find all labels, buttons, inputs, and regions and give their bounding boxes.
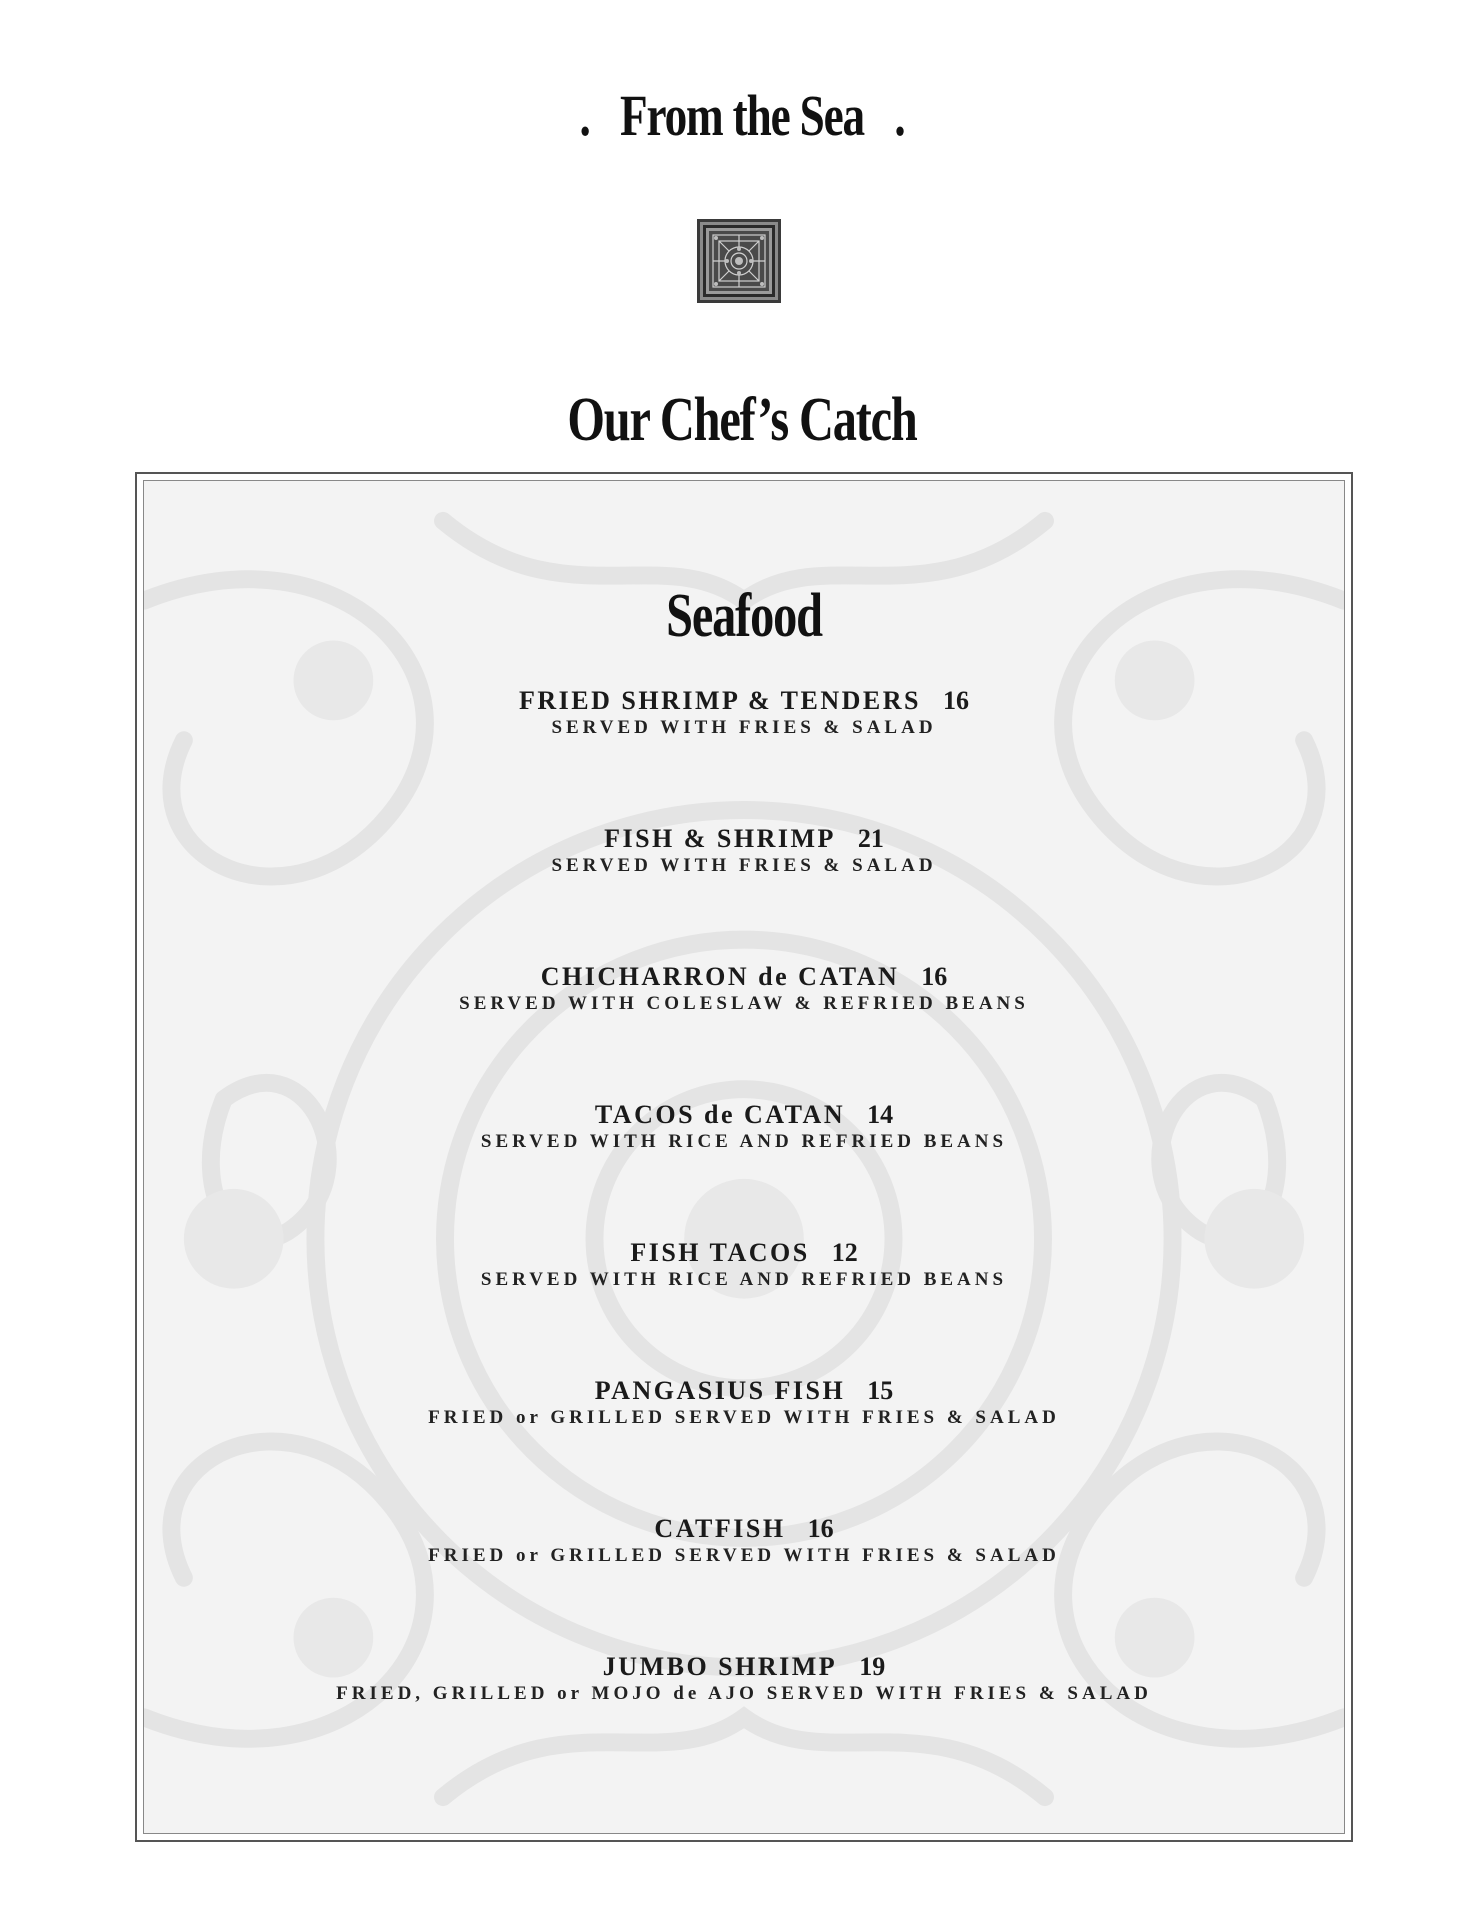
menu-item-price: 16 (921, 962, 948, 991)
menu-item-name: TACOS de CATAN (594, 1100, 846, 1129)
menu-item-price: 14 (867, 1100, 894, 1129)
menu-item-description: SERVED WITH RICE AND REFRIED BEANS (480, 1131, 1008, 1152)
menu-frame (135, 472, 1353, 1842)
menu-frame-inner (143, 480, 1345, 1834)
menu-item-description: FRIED, GRILLED or MOJO de AJO SERVED WITH FRIES & SALAD (336, 1683, 1152, 1704)
menu-item-name: CATFISH (654, 1514, 786, 1543)
menu-item-description: SERVED WITH FRIES & SALAD (551, 855, 937, 876)
menu-item (144, 1238, 1344, 1376)
menu-item-description: FRIED or GRILLED SERVED WITH FRIES & SALAD (428, 1545, 1060, 1566)
menu-item-name: FISH TACOS (630, 1238, 810, 1267)
page-header-title: . From the Sea . (579, 83, 905, 148)
menu-item (144, 1652, 1344, 1790)
ornamental-tile-icon (697, 219, 781, 303)
menu-subtitle: Our Chef’s Catch (567, 386, 917, 454)
menu-item-price: 16 (807, 1514, 834, 1543)
menu-items-list (144, 686, 1344, 1790)
menu-item-name: FRIED SHRIMP & TENDERS (519, 686, 921, 715)
menu-item-price: 16 (942, 686, 969, 715)
menu-item-description: SERVED WITH COLESLAW & REFRIED BEANS (459, 993, 1029, 1014)
menu-item (144, 1514, 1344, 1652)
menu-item-name: CHICHARRON de CATAN (540, 962, 900, 991)
menu-item-name: FISH & SHRIMP (604, 824, 836, 853)
menu-item-price: 21 (857, 824, 884, 853)
menu-item (144, 824, 1344, 962)
menu-item-price: 15 (867, 1376, 894, 1405)
menu-item-description: SERVED WITH RICE AND REFRIED BEANS (480, 1269, 1008, 1290)
menu-item-name: JUMBO SHRIMP (602, 1652, 838, 1681)
menu-item-price: 12 (831, 1238, 858, 1267)
menu-item-description: SERVED WITH FRIES & SALAD (551, 717, 937, 738)
menu-item-description: FRIED or GRILLED SERVED WITH FRIES & SALAD (428, 1407, 1060, 1428)
section-title-seafood: Seafood (666, 582, 822, 650)
menu-item (144, 1376, 1344, 1514)
menu-item (144, 686, 1344, 824)
menu-item (144, 1100, 1344, 1238)
menu-item (144, 962, 1344, 1100)
menu-item-price: 19 (859, 1652, 886, 1681)
menu-item-name: PANGASIUS FISH (594, 1376, 846, 1405)
